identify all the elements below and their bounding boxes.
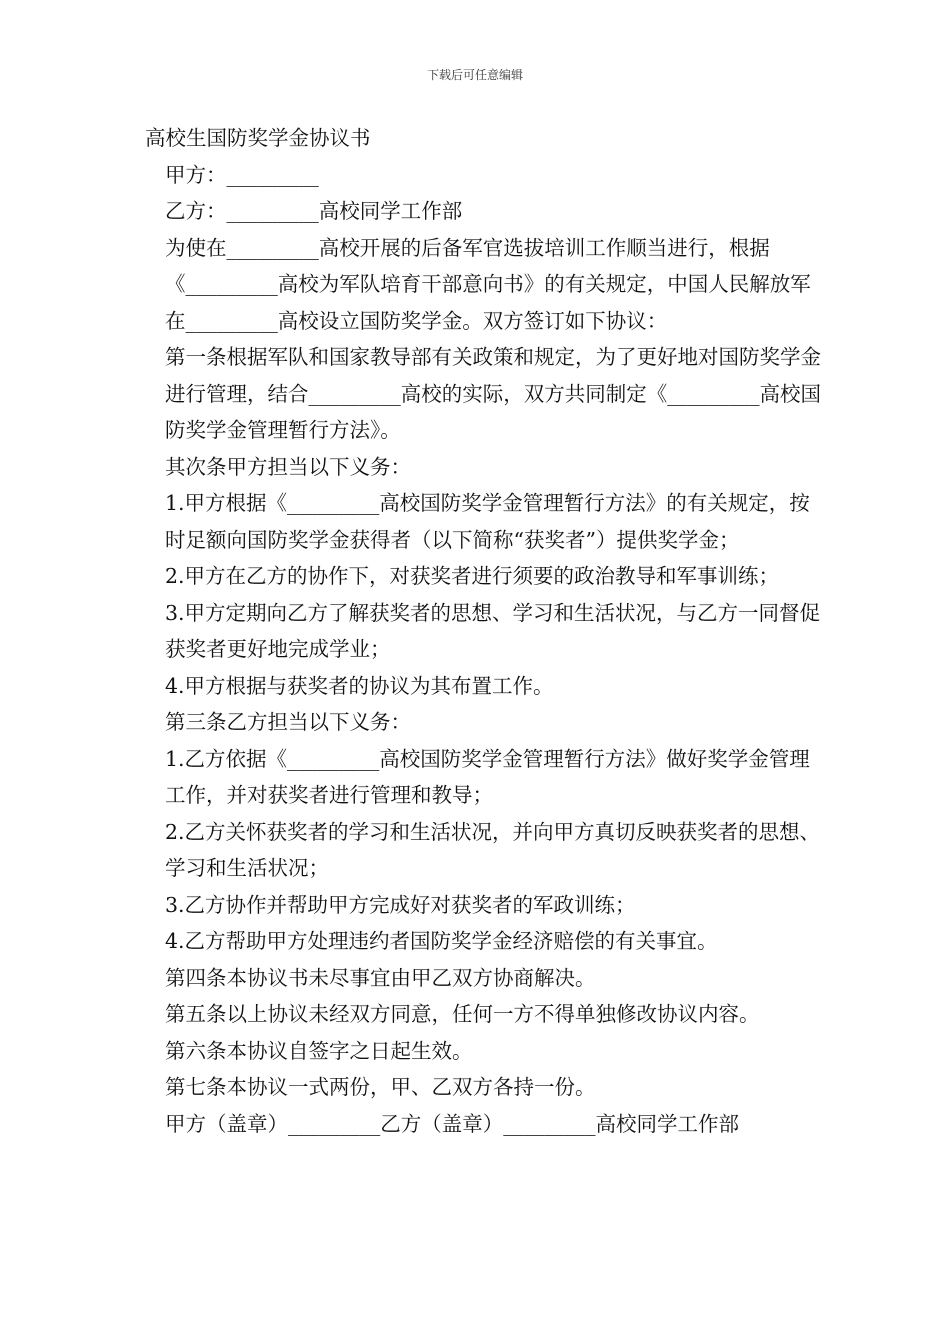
header-note: 下载后可任意编辑	[426, 68, 523, 82]
article-4: 第四条本协议书未尽事宜由甲乙双方协商解决。	[165, 965, 596, 990]
article-3-item-1: 1.乙方依据《_________高校国防奖学金管理暂行方法》做好奖学金管理工作，并对获奖者进行管理和教导；	[165, 746, 810, 807]
article-1: 第一条根据军队和国家教导部有关政策和规定，为了更好地对国防奖学金进行管理，结合_________高校的实际，双方共同制定《_________高校国防奖学金管理暂行方法》。	[165, 345, 821, 442]
party-b-line: 乙方：_________高校同学工作部	[165, 199, 463, 223]
article-2-item-4: 4.甲方根据与获奖者的协议为其布置工作。	[165, 673, 554, 698]
article-3-item-3: 3.乙方协作并帮助甲方完成好对获奖者的军政训练；	[165, 892, 636, 917]
article-5: 第五条以上协议未经双方同意，任何一方不得单独修改协议内容。	[165, 1002, 760, 1026]
article-3-item-4: 4.乙方帮助甲方处理违约者国防奖学金经济赔偿的有关事宜。	[165, 929, 718, 953]
document-body	[145, 120, 825, 1142]
document-title: 高校生国防奖学金协议书	[145, 126, 371, 150]
article-3-item-2: 2.乙方关怀获奖者的学习和生活状况，并向甲方真切反映获奖者的思想、学习和生活状况；	[165, 819, 821, 880]
article-2-item-2: 2.甲方在乙方的协作下，对获奖者进行须要的政治教导和军事训练；	[165, 564, 780, 588]
preamble-paragraph: 为使在_________高校开展的后备军官选拔培训工作顺当进行，根据《_________高校为军队培育干部意向书》的有关规定，中国人民解放军在_________高校设立国防奖学金。双方签订如下协议：	[165, 235, 811, 333]
article-3-heading: 第三条乙方担当以下义务：	[165, 710, 411, 734]
article-6: 第六条本协议自签字之日起生效。	[165, 1038, 473, 1063]
article-2-item-3: 3.甲方定期向乙方了解获奖者的思想、学习和生活状况，与乙方一同督促获奖者更好地完成学业；	[165, 600, 821, 661]
article-7: 第七条本协议一式两份，甲、乙双方各持一份。	[165, 1075, 596, 1099]
article-2-item-1: 1.甲方根据《_________高校国防奖学金管理暂行方法》的有关规定，按时足额向国防奖学金获得者（以下简称“获奖者”）提供奖学金；	[165, 491, 810, 552]
party-a-line: 甲方：_________	[165, 162, 319, 187]
signature-line: 甲方（盖章）_________乙方（盖章）_________高校同学工作部	[165, 1111, 739, 1136]
article-2-heading: 其次条甲方担当以下义务：	[165, 454, 411, 479]
